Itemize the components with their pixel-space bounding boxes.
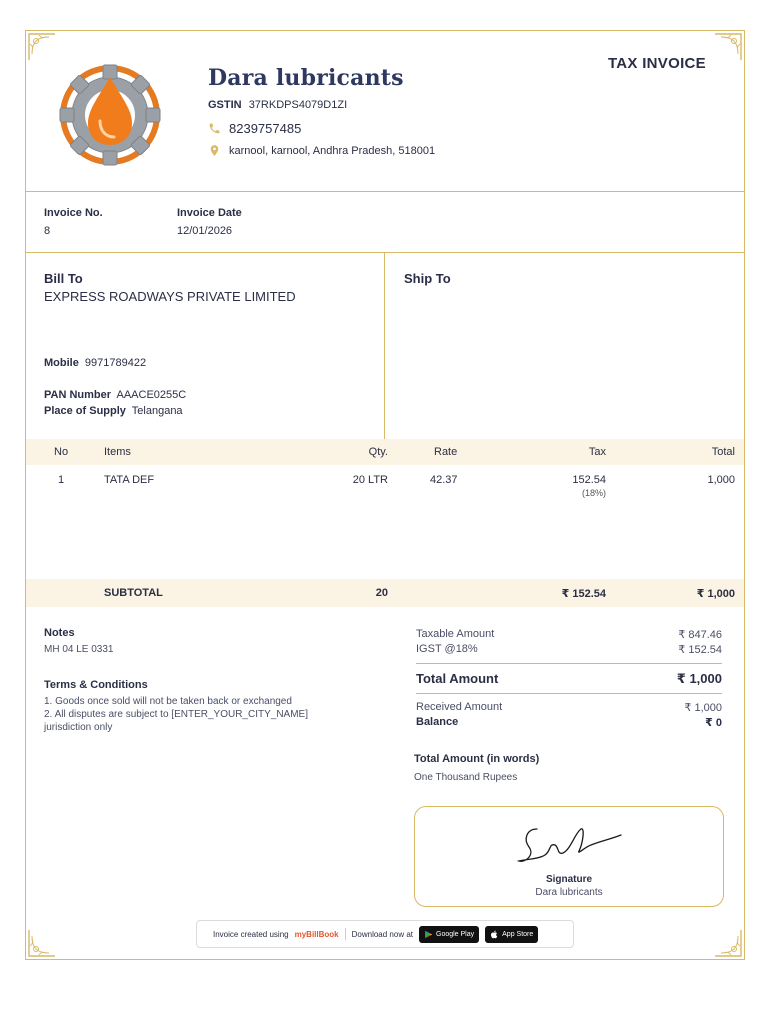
divider	[345, 928, 346, 940]
address-row	[208, 144, 435, 157]
subtotal-tax: ₹ 152.54	[561, 588, 606, 600]
signature-box	[414, 806, 724, 907]
balance-value: ₹ 0	[705, 717, 722, 729]
phone-icon	[208, 122, 221, 135]
divider	[26, 191, 744, 192]
apple-icon	[490, 930, 499, 939]
supply-label: Place of Supply	[44, 405, 126, 417]
col-header-qty: Qty.	[368, 446, 388, 458]
received-amount-label: Received Amount	[416, 701, 503, 713]
signature-name: Dara lubricants	[535, 887, 603, 898]
app-store-button[interactable]	[485, 926, 538, 943]
corner-ornament-icon	[713, 32, 743, 62]
pan-label: PAN Number	[44, 389, 112, 401]
terms-line-2: 2. All disputes are subject to [ENTER_YOUR_CITY_NAME]	[44, 709, 308, 720]
col-header-tax: Tax	[588, 446, 606, 458]
gstin-label: GSTIN	[208, 99, 242, 111]
notes-title: Notes	[44, 627, 75, 639]
table-row	[26, 467, 744, 507]
amount-in-words-label: Total Amount (in words)	[414, 753, 540, 765]
google-play-button[interactable]	[419, 926, 479, 943]
company-logo	[44, 53, 184, 177]
ship-to-title: Ship To	[404, 271, 451, 286]
bill-to-name: EXPRESS ROADWAYS PRIVATE LIMITED	[44, 289, 296, 304]
mobile-label: Mobile	[44, 357, 79, 369]
row-total: 1,000	[707, 474, 735, 486]
brand-name: myBillBook	[294, 929, 339, 939]
invoice-number: 8	[44, 225, 51, 237]
row-rate: 42.37	[430, 474, 458, 486]
terms-line-1: 1. Goods once sold will not be taken back or exchanged	[44, 696, 292, 707]
row-no: 1	[58, 474, 65, 486]
row-tax: 152.54	[572, 474, 606, 486]
supply-value: Telangana	[131, 405, 183, 417]
corner-ornament-icon	[27, 928, 57, 958]
col-header-no: No	[54, 446, 69, 458]
invoice-date: 12/01/2026	[177, 225, 233, 237]
subtotal-qty: 20	[375, 587, 388, 599]
subtotal-label: SUBTOTAL	[104, 587, 163, 599]
taxable-amount-label: Taxable Amount	[416, 628, 495, 640]
col-header-items: Items	[104, 446, 131, 458]
total-amount-label: Total Amount	[416, 671, 499, 686]
gstin	[208, 99, 347, 111]
received-amount-value: ₹ 1,000	[684, 702, 722, 714]
invoice-page	[25, 30, 745, 960]
document-title: TAX INVOICE	[607, 55, 706, 72]
row-item: TATA DEF	[104, 474, 155, 486]
col-header-total: Total	[711, 446, 735, 458]
gstin-value: 37RKDPS4079D1ZI	[248, 99, 348, 111]
corner-ornament-icon	[713, 928, 743, 958]
divider	[416, 693, 722, 694]
divider	[416, 663, 722, 664]
divider-vertical	[384, 252, 385, 439]
terms-line-3: jurisdiction only	[44, 722, 113, 733]
amount-in-words-value: One Thousand Rupees	[414, 772, 518, 783]
notes-text: MH 04 LE 0331	[44, 644, 114, 655]
download-text: Download now at	[351, 929, 413, 939]
igst-value: ₹ 152.54	[678, 644, 722, 656]
app-store-label: App Store	[502, 930, 534, 938]
google-play-icon	[424, 930, 433, 939]
footer-banner	[196, 920, 574, 948]
invoice-date-label: Invoice Date	[177, 207, 242, 219]
bill-to-mobile	[44, 357, 146, 369]
signature-label: Signature	[545, 874, 593, 885]
mobile-value: 9971789422	[84, 357, 147, 369]
row-tax-percent: (18%)	[581, 488, 606, 498]
bill-to-pan	[44, 389, 186, 401]
balance-label: Balance	[416, 716, 459, 728]
terms-title: Terms & Conditions	[44, 679, 148, 691]
row-qty: 20 LTR	[352, 474, 388, 486]
taxable-amount-value: ₹ 847.46	[678, 629, 722, 641]
phone-number: 8239757485	[229, 121, 302, 136]
business-name: Dara lubricants	[208, 65, 404, 91]
location-pin-icon	[208, 144, 221, 157]
pan-value: AAACE0255C	[116, 389, 187, 401]
google-play-label: Google Play	[436, 930, 475, 938]
subtotal-row	[26, 579, 744, 607]
signature-image	[515, 823, 625, 869]
total-amount-value: ₹ 1,000	[676, 671, 722, 686]
table-header	[26, 439, 744, 465]
subtotal-total: ₹ 1,000	[696, 588, 735, 600]
address: karnool, karnool, Andhra Pradesh, 518001	[229, 144, 436, 157]
bill-to-title: Bill To	[44, 271, 83, 286]
col-header-rate: Rate	[434, 446, 458, 458]
divider	[26, 252, 744, 253]
phone-row	[208, 121, 301, 136]
invoice-number-label: Invoice No.	[44, 207, 103, 219]
bill-to-place-of-supply	[44, 405, 183, 417]
igst-label: IGST @18%	[416, 643, 478, 655]
created-using-text: Invoice created using	[213, 929, 289, 939]
